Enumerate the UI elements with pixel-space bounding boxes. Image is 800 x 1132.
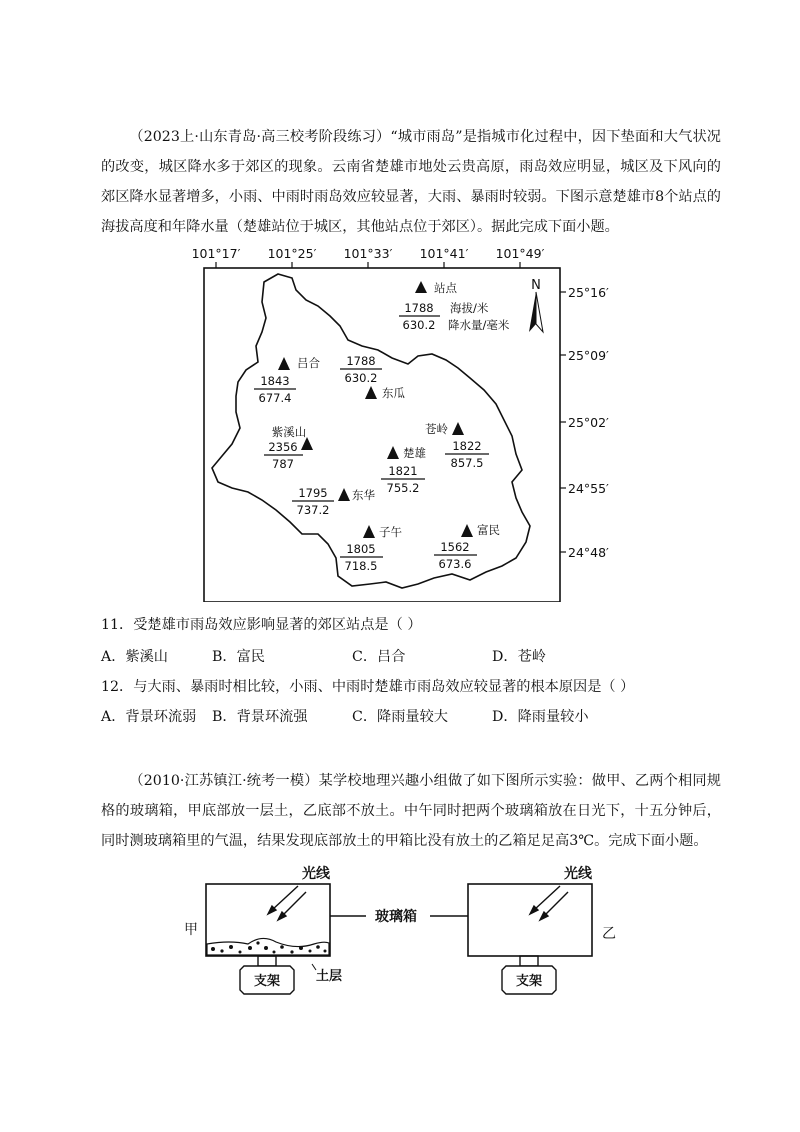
light-label: 光线 — [302, 866, 330, 882]
longitude-labels — [192, 246, 545, 261]
lon-label: 101°17′ — [191, 246, 241, 261]
glass-box-experiment-diagram — [0, 860, 800, 1020]
box-b-label: 乙 — [602, 926, 616, 942]
station-rain: 630.2 — [344, 371, 378, 385]
station-rain: 677.4 — [258, 391, 292, 405]
station-name: 紫溪山 — [271, 425, 307, 439]
station-chuxiong — [381, 446, 426, 495]
station-elev: 1805 — [346, 542, 376, 556]
station-triangle-icon — [338, 488, 350, 501]
light-arrow-icon — [530, 886, 568, 920]
station-name: 吕合 — [297, 356, 320, 370]
station-triangle-icon — [365, 386, 377, 399]
station-donghua — [292, 486, 375, 517]
option-d[interactable]: D．苍岭 — [492, 649, 546, 665]
light-label: 光线 — [564, 866, 592, 882]
legend-station-label: 站点 — [434, 281, 457, 295]
legend-rain: 630.2 — [402, 318, 436, 332]
station-rain: 737.2 — [296, 503, 330, 517]
station-name: 东华 — [352, 488, 375, 502]
station-triangle-icon — [415, 281, 427, 293]
station-elev: 1795 — [298, 486, 328, 500]
option-b[interactable]: B．富民 — [212, 649, 265, 665]
lon-label: 101°41′ — [419, 246, 469, 261]
station-elev: 1788 — [346, 354, 376, 368]
lat-label: 25°09′ — [568, 348, 609, 363]
option-b[interactable]: B．背景环流强 — [212, 709, 308, 725]
chuxiong-station-map — [0, 242, 800, 602]
station-name: 楚雄 — [403, 446, 426, 460]
station-cangling — [425, 422, 489, 470]
station-triangle-icon — [278, 357, 290, 370]
stand-label: 支架 — [253, 974, 281, 989]
station-elev: 2356 — [268, 440, 298, 454]
lat-label: 24°48′ — [568, 545, 609, 560]
soil-label: 土层 — [316, 969, 343, 984]
option-c[interactable]: C．降雨量较大 — [352, 709, 448, 725]
station-donggua — [340, 354, 405, 400]
option-d[interactable]: D．降雨量较小 — [492, 709, 589, 725]
station-rain: 718.5 — [344, 559, 378, 573]
glass-box-a — [184, 865, 342, 994]
lat-label: 25°02′ — [568, 415, 609, 430]
north-arrow-icon — [529, 278, 543, 332]
map-legend — [399, 281, 510, 332]
legend-elev-unit: 海拔/米 — [450, 301, 489, 315]
station-triangle-icon — [452, 422, 464, 435]
glass-box-b — [468, 865, 616, 994]
soil-layer — [207, 938, 329, 955]
station-name: 东瓜 — [382, 386, 405, 400]
light-arrow-icon — [268, 886, 306, 920]
legend-rain-unit: 降水量/毫米 — [448, 318, 510, 332]
lat-label: 25°16′ — [568, 285, 609, 300]
intro-paragraph-2: （2010·江苏镇江·统考一模）某学校地理兴趣小组做了如下图所示实验：做甲、乙两个相同规格的玻璃箱，甲底部放一层土，乙底部不放土。中午同时把两个玻璃箱放在日光下，十五分钟后，同时测玻璃箱里的气温，结果发现底部放土的甲箱比没有放土的乙箱足足高3℃。完成下面小题。 — [101, 773, 721, 849]
option-a[interactable]: A．背景环流弱 — [101, 709, 197, 725]
legend-elev: 1788 — [404, 301, 434, 315]
station-elev: 1821 — [388, 464, 418, 478]
lat-label: 24°55′ — [568, 481, 609, 496]
station-rain: 755.2 — [386, 481, 420, 495]
station-zixishan — [264, 425, 313, 471]
north-label: N — [531, 278, 541, 293]
station-elev: 1822 — [452, 439, 482, 453]
station-ziwu — [340, 525, 402, 573]
box-a-label: 甲 — [184, 922, 198, 938]
station-rain: 787 — [272, 457, 294, 471]
lon-label: 101°33′ — [343, 246, 393, 261]
station-name: 苍岭 — [425, 422, 448, 436]
latitude-labels — [568, 285, 609, 560]
glass-box-label: 玻璃箱 — [375, 909, 417, 925]
station-rain: 857.5 — [450, 456, 484, 470]
question-12-stem: 12．与大雨、暴雨时相比较，小雨、中雨时楚雄市雨岛效应较显著的根本原因是（ ） — [101, 679, 635, 695]
station-name: 子午 — [379, 525, 402, 539]
station-triangle-icon — [387, 446, 399, 459]
question-11-stem: 11．受楚雄市雨岛效应影响显著的郊区站点是（ ） — [101, 617, 422, 633]
lon-label: 101°49′ — [495, 246, 545, 261]
option-a[interactable]: A．紫溪山 — [101, 649, 168, 665]
station-name: 富民 — [477, 523, 500, 537]
lon-label: 101°25′ — [267, 246, 317, 261]
station-luhe — [254, 356, 320, 405]
station-triangle-icon — [363, 525, 375, 538]
station-triangle-icon — [461, 524, 473, 537]
option-c[interactable]: C．吕合 — [352, 649, 406, 665]
station-elev: 1562 — [440, 540, 470, 554]
station-elev: 1843 — [260, 374, 290, 388]
frame-ticks — [216, 262, 566, 552]
station-fumin — [434, 523, 500, 571]
station-rain: 673.6 — [438, 557, 472, 571]
stand-label: 支架 — [515, 974, 543, 989]
intro-paragraph-1: （2023上·山东青岛·高三校考阶段练习）“城市雨岛”是指城市化过程中，因下垫面和大气状况的改变，城区降水多于郊区的现象。云南省楚雄市地处云贵高原，雨岛效应明显，城区及下风向的郊区降水显著增多，小雨、中雨时雨岛效应较显著，大雨、暴雨时较弱。下图示意楚雄市8个站点的海拔高度和年降水量（楚雄站位于城区，其他站点位于郊区）。据此完成下面小题。 — [101, 129, 721, 235]
